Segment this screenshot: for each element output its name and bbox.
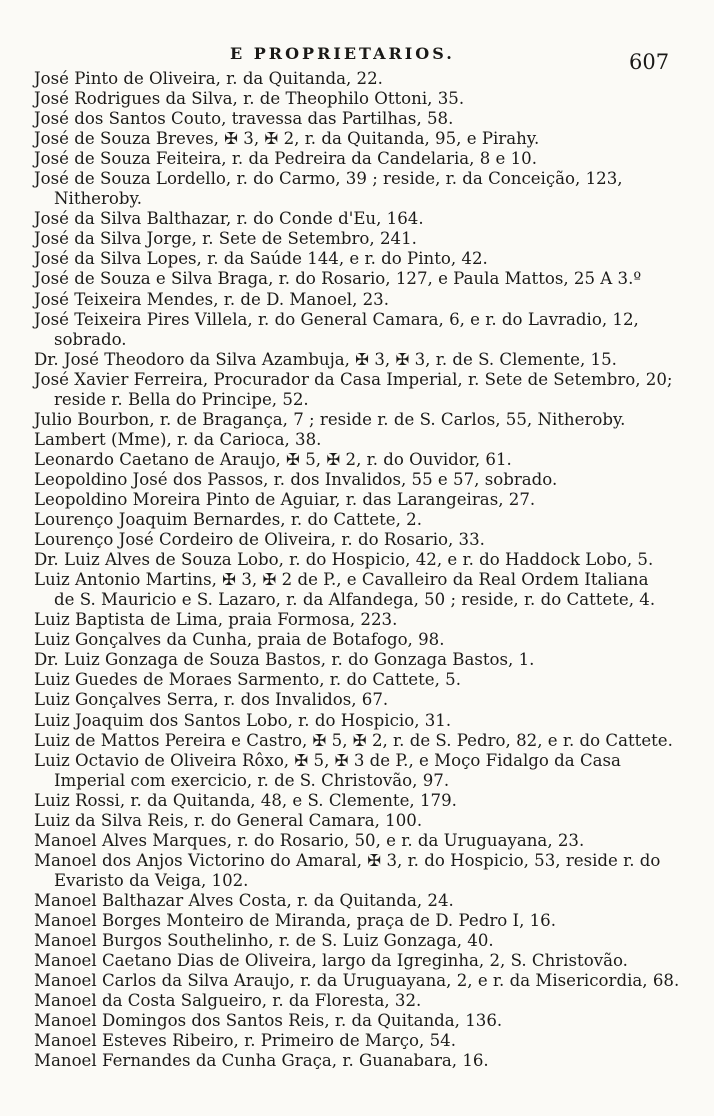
directory-entries [34,69,680,1071]
directory-entry [34,831,680,851]
entry-line: Manoel Esteves Ribeiro, r. Primeiro de Março, 54. [34,1031,456,1051]
entry-line: Luiz Rossi, r. da Quitanda, 48, e S. Clemente, 179. [34,790,457,810]
entry-line: Lourenço Joaquim Bernardes, r. do Cattete, 2. [34,510,422,530]
directory-entry [34,490,680,510]
entry-line: Dr. Luiz Gonzaga de Souza Bastos, r. do Gonzaga Bastos, 1. [34,650,535,670]
directory-entry [34,129,680,149]
entry-line: Manoel da Costa Salgueiro, r. da Floresta, 32. [34,991,422,1011]
directory-entry [34,69,680,89]
entry-line: Lambert (Mme), r. da Carioca, 38. [34,429,322,449]
entry-continuation-line: Nitheroby. [54,189,142,209]
directory-entry [34,650,680,670]
directory-entry [34,570,680,610]
directory-entry [34,951,680,971]
entry-line: Manoel Carlos da Silva Araujo, r. da Uruguayana, 2, e r. da Misericordia, 68. [34,971,680,991]
directory-entry [34,530,680,550]
entry-line: Luiz Gonçalves da Cunha, praia de Botafogo, 98. [34,630,445,650]
directory-entry [34,911,680,931]
directory-entry [34,169,680,209]
directory-entry [34,229,680,249]
entry-line: José Teixeira Mendes, r. de D. Manoel, 23. [34,289,390,309]
entry-line: Luiz Gonçalves Serra, r. dos Invalidos, 67. [34,690,389,710]
entry-line: Manoel Fernandes da Cunha Graça, r. Guanabara, 16. [34,1051,489,1071]
entry-line: Luiz Guedes de Moraes Sarmento, r. do Cattete, 5. [34,670,461,690]
entry-continuation-line: reside r. Bella do Principe, 52. [54,389,309,409]
directory-entry [34,410,680,430]
directory-entry [34,751,680,791]
entry-line: Leopoldino Moreira Pinto de Aguiar, r. das Larangeiras, 27. [34,489,536,509]
entry-line: Luiz de Mattos Pereira e Castro, ✠ 5, ✠ 2, r. de S. Pedro, 82, e r. do Cattete. [34,730,673,750]
entry-line: José da Silva Jorge, r. Sete de Setembro, 241. [34,229,417,249]
directory-entry [34,269,680,289]
entry-line: José de Souza e Silva Braga, r. do Rosario, 127, e Paula Mattos, 25 A 3.º [34,269,642,289]
entry-line: Julio Bourbon, r. de Bragança, 7 ; reside r. de S. Carlos, 55, Nitheroby. [34,409,626,429]
directory-entry [34,1031,680,1051]
directory-entry [34,1011,680,1031]
entry-line: Dr. Luiz Alves de Souza Lobo, r. do Hospicio, 42, e r. do Haddock Lobo, 5. [34,550,654,570]
directory-entry [34,430,680,450]
directory-entry [34,851,680,891]
directory-entry [34,811,680,831]
directory-entry [34,249,680,269]
entry-line: José Rodrigues da Silva, r. de Theophilo Ottoni, 35. [34,89,465,109]
entry-line: José Xavier Ferreira, Procurador da Casa Imperial, r. Sete de Setembro, 20; [34,369,673,389]
entry-line: Manoel Burgos Southelinho, r. de S. Luiz Gonzaga, 40. [34,931,494,951]
entry-line: José de Souza Breves, ✠ 3, ✠ 2, r. da Quitanda, 95, e Pirahy. [34,129,540,149]
directory-entry [34,670,680,690]
directory-entry [34,1051,680,1071]
directory-entry [34,89,680,109]
entry-line: Dr. José Theodoro da Silva Azambuja, ✠ 3, ✠ 3, r. de S. Clemente, 15. [34,349,617,369]
directory-entry [34,310,680,350]
entry-line: José Teixeira Pires Villela, r. do General Camara, 6, e r. do Lavradio, 12, [34,309,639,329]
directory-entry [34,450,680,470]
directory-entry [34,630,680,650]
entry-continuation-line: sobrado. [54,329,127,349]
running-header: E PROPRIETARIOS. [230,44,455,63]
entry-line: Manoel dos Anjos Victorino do Amaral, ✠ 3, r. do Hospicio, 53, reside r. do [34,850,661,870]
directory-entry [34,931,680,951]
entry-line: Manoel Domingos dos Santos Reis, r. da Quitanda, 136. [34,1011,503,1031]
entry-line: José da Silva Lopes, r. da Saúde 144, e r. do Pinto, 42. [34,249,488,269]
directory-entry [34,610,680,630]
directory-entry [34,350,680,370]
entry-line: Luiz da Silva Reis, r. do General Camara, 100. [34,810,423,830]
entry-line: Luiz Baptista de Lima, praia Formosa, 223. [34,610,398,630]
directory-entry [34,791,680,811]
directory-entry [34,991,680,1011]
entry-line: Manoel Balthazar Alves Costa, r. da Quitanda, 24. [34,890,454,910]
entry-line: José da Silva Balthazar, r. do Conde d'Eu, 164. [34,209,424,229]
entry-continuation-line: de S. Mauricio e S. Lazaro, r. da Alfandega, 50 ; reside, r. do Cattete, 4. [54,590,656,610]
directory-entry [34,690,680,710]
entry-line: José dos Santos Couto, travessa das Partilhas, 58. [34,109,454,129]
page-number: 607 [629,50,670,74]
entry-line: Manoel Borges Monteiro de Miranda, praça de D. Pedro I, 16. [34,910,557,930]
entry-line: Luiz Antonio Martins, ✠ 3, ✠ 2 de P., e Cavalleiro da Real Ordem Italiana [34,570,649,590]
entry-line: José de Souza Lordello, r. do Carmo, 39 ; reside, r. da Conceição, 123, [34,169,623,189]
directory-entry [34,891,680,911]
entry-line: Manoel Alves Marques, r. do Rosario, 50, e r. da Uruguayana, 23. [34,830,585,850]
entry-line: Manoel Caetano Dias de Oliveira, largo da Igreginha, 2, S. Christovão. [34,951,628,971]
directory-entry [34,470,680,490]
entry-line: José de Souza Feiteira, r. da Pedreira da Candelaria, 8 e 10. [34,149,538,169]
directory-entry [34,149,680,169]
entry-line: José Pinto de Oliveira, r. da Quitanda, 22. [34,69,383,88]
entry-continuation-line: Imperial com exercicio, r. de S. Christovão, 97. [54,770,450,790]
directory-entry [34,510,680,530]
directory-entry [34,109,680,129]
directory-entry [34,209,680,229]
directory-entry [34,711,680,731]
entry-line: Lourenço José Cordeiro de Oliveira, r. do Rosario, 33. [34,530,485,550]
entry-continuation-line: Evaristo da Veiga, 102. [54,870,249,890]
entry-line: Leonardo Caetano de Araujo, ✠ 5, ✠ 2, r. do Ouvidor, 61. [34,449,512,469]
entry-line: Luiz Joaquim dos Santos Lobo, r. do Hospicio, 31. [34,710,452,730]
directory-entry [34,971,680,991]
directory-entry [34,290,680,310]
entry-line: Luiz Octavio de Oliveira Rôxo, ✠ 5, ✠ 3 de P., e Moço Fidalgo da Casa [34,750,621,770]
directory-entry [34,370,680,410]
directory-entry [34,731,680,751]
entry-line: Leopoldino José dos Passos, r. dos Invalidos, 55 e 57, sobrado. [34,469,558,489]
directory-entry [34,550,680,570]
